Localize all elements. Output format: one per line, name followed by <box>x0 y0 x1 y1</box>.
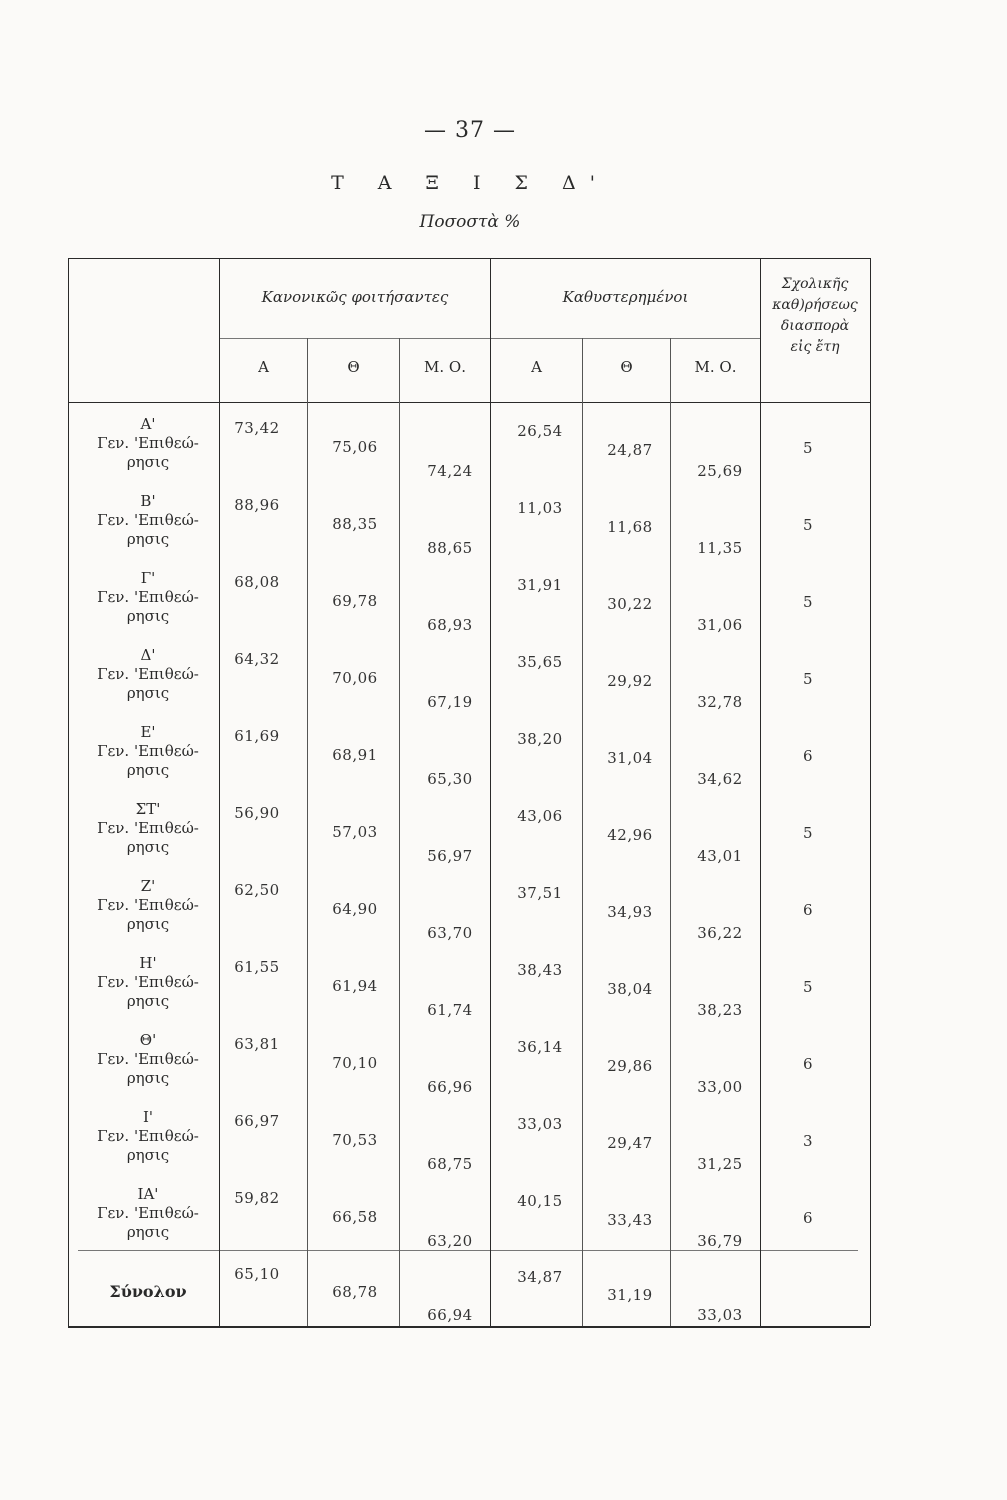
cell-th: 61,94 <box>332 977 378 995</box>
header-bottom-rule <box>68 402 870 403</box>
table-top-rule <box>68 258 870 259</box>
row-label-line: Γεν. 'Επιθεώ- <box>97 1127 199 1145</box>
cell-a2: 43,06 <box>517 807 563 825</box>
col-header-a: Α <box>258 358 269 376</box>
row-label <box>78 1108 218 1165</box>
row-label-line: ρησις <box>126 992 170 1010</box>
cell-a2: 33,03 <box>517 1115 563 1133</box>
row-label <box>78 877 218 934</box>
cell-mo: 63,20 <box>427 1232 473 1250</box>
cell-mo2: 32,78 <box>697 693 743 711</box>
cell-a: 59,82 <box>234 1189 280 1207</box>
row-label-line: Γεν. 'Επιθεώ- <box>97 511 199 529</box>
col-header-mo2: Μ. Ο. <box>694 358 737 376</box>
cell-mo2: 36,79 <box>697 1232 743 1250</box>
col-header-mo: Μ. Ο. <box>424 358 466 376</box>
row-label <box>78 1031 218 1088</box>
col-divider-a <box>307 338 308 1326</box>
cell-a: 63,81 <box>234 1035 280 1053</box>
total-a2: 34,87 <box>517 1268 563 1286</box>
cell-th: 57,03 <box>332 823 378 841</box>
header-school-dispersion: Σχολικῆς καθ)ρήσεως διασπορὰ εἰς ἔτη <box>772 276 858 355</box>
table-right-rule <box>870 258 871 1326</box>
row-label-line: Γεν. 'Επιθεώ- <box>97 665 199 683</box>
cell-th: 64,90 <box>332 900 378 918</box>
cell-school: 6 <box>802 1209 814 1227</box>
cell-th: 70,53 <box>332 1131 378 1149</box>
row-label <box>78 800 218 857</box>
cell-mo: 61,74 <box>427 1001 473 1019</box>
row-label-line: ρησις <box>126 838 170 856</box>
page-number: — 37 — <box>424 118 516 143</box>
row-label-line: ρησις <box>126 684 170 702</box>
col-header-a2: Α <box>531 358 542 376</box>
cell-school: 3 <box>802 1132 814 1150</box>
table-left-rule <box>68 258 69 1326</box>
table-bottom-rule <box>68 1326 870 1328</box>
row-label-line: ρησις <box>126 1069 170 1087</box>
header-regular-attendance: Κανονικῶς φοιτήσαντες <box>261 288 449 306</box>
cell-a2: 37,51 <box>517 884 563 902</box>
row-label-line: Θ' <box>139 1031 157 1049</box>
cell-a2: 11,03 <box>517 499 563 517</box>
cell-mo: 74,24 <box>427 462 473 480</box>
total-a: 65,10 <box>234 1265 280 1283</box>
col-header-th2: Θ <box>620 358 633 376</box>
cell-school: 5 <box>802 978 814 996</box>
cell-school: 6 <box>802 1055 814 1073</box>
cell-mo2: 31,06 <box>697 616 743 634</box>
row-label-line: Α' <box>140 415 156 433</box>
cell-a: 66,97 <box>234 1112 280 1130</box>
cell-th: 69,78 <box>332 592 378 610</box>
cell-school: 5 <box>802 824 814 842</box>
cell-a2: 26,54 <box>517 422 563 440</box>
row-label-line: Γεν. 'Επιθεώ- <box>97 742 199 760</box>
row-label-line: Γεν. 'Επιθεώ- <box>97 1204 199 1222</box>
cell-th2: 33,43 <box>607 1211 653 1229</box>
cell-a: 61,55 <box>234 958 280 976</box>
row-label-line: ρησις <box>126 530 170 548</box>
row-label-line: ρησις <box>126 915 170 933</box>
cell-school: 5 <box>802 516 814 534</box>
cell-mo: 65,30 <box>427 770 473 788</box>
row-label-line: ΣΤ' <box>135 800 161 818</box>
row-label-line: ρησις <box>126 453 170 471</box>
row-label <box>78 492 218 549</box>
col-header-th: Θ <box>347 358 360 376</box>
row-label-line: ρησις <box>126 761 170 779</box>
cell-th2: 29,47 <box>607 1134 653 1152</box>
total-rule <box>78 1250 858 1251</box>
cell-a2: 38,43 <box>517 961 563 979</box>
row-label <box>78 723 218 780</box>
row-label-line: Γεν. 'Επιθεώ- <box>97 434 199 452</box>
cell-mo: 66,96 <box>427 1078 473 1096</box>
cell-th: 88,35 <box>332 515 378 533</box>
cell-th2: 31,04 <box>607 749 653 767</box>
cell-mo: 88,65 <box>427 539 473 557</box>
cell-th: 68,91 <box>332 746 378 764</box>
row-label-line: Γεν. 'Επιθεώ- <box>97 973 199 991</box>
cell-school: 5 <box>802 670 814 688</box>
cell-th: 70,06 <box>332 669 378 687</box>
total-label: Σύνολον <box>109 1282 187 1301</box>
cell-school: 5 <box>802 439 814 457</box>
row-label <box>78 646 218 703</box>
cell-a2: 35,65 <box>517 653 563 671</box>
cell-school: 5 <box>802 593 814 611</box>
row-label-line: ρησις <box>126 1223 170 1241</box>
cell-mo: 63,70 <box>427 924 473 942</box>
cell-th: 75,06 <box>332 438 378 456</box>
cell-th2: 42,96 <box>607 826 653 844</box>
cell-mo2: 25,69 <box>697 462 743 480</box>
row-label-line: Ε' <box>140 723 156 741</box>
row-label-line: Γεν. 'Επιθεώ- <box>97 819 199 837</box>
cell-a2: 31,91 <box>517 576 563 594</box>
cell-th2: 38,04 <box>607 980 653 998</box>
cell-th: 66,58 <box>332 1208 378 1226</box>
cell-th2: 29,92 <box>607 672 653 690</box>
cell-a2: 38,20 <box>517 730 563 748</box>
header-delayed: Καθυστερημένοι <box>562 288 689 306</box>
cell-school: 6 <box>802 747 814 765</box>
row-label-line: Δ' <box>140 646 156 664</box>
cell-a: 68,08 <box>234 573 280 591</box>
page-title: Τ Α Ξ Ι Σ Δ' <box>331 172 609 194</box>
cell-mo2: 31,25 <box>697 1155 743 1173</box>
cell-th2: 29,86 <box>607 1057 653 1075</box>
cell-a: 73,42 <box>234 419 280 437</box>
cell-a2: 40,15 <box>517 1192 563 1210</box>
cell-th: 70,10 <box>332 1054 378 1072</box>
cell-mo: 68,93 <box>427 616 473 634</box>
cell-a: 62,50 <box>234 881 280 899</box>
row-label <box>78 569 218 626</box>
row-label-line: Γεν. 'Επιθεώ- <box>97 896 199 914</box>
cell-a: 61,69 <box>234 727 280 745</box>
cell-mo2: 38,23 <box>697 1001 743 1019</box>
cell-mo2: 43,01 <box>697 847 743 865</box>
cell-mo: 56,97 <box>427 847 473 865</box>
total-th: 68,78 <box>332 1283 378 1301</box>
row-label-line: ΙΑ' <box>137 1185 159 1203</box>
cell-school: 6 <box>802 901 814 919</box>
cell-th2: 11,68 <box>607 518 653 536</box>
cell-mo: 68,75 <box>427 1155 473 1173</box>
row-label <box>78 954 218 1011</box>
row-label-line: Η' <box>139 954 157 972</box>
cell-a2: 36,14 <box>517 1038 563 1056</box>
row-label-line: Γεν. 'Επιθεώ- <box>97 1050 199 1068</box>
row-label-line: ρησις <box>126 1146 170 1164</box>
row-label <box>78 1185 218 1242</box>
page-subtitle: Ποσοστὰ % <box>419 212 521 232</box>
cell-th2: 30,22 <box>607 595 653 613</box>
row-label-line: ρησις <box>126 607 170 625</box>
cell-a: 64,32 <box>234 650 280 668</box>
row-label <box>78 415 218 472</box>
cell-mo2: 36,22 <box>697 924 743 942</box>
row-label-line: Β' <box>140 492 156 510</box>
row-label-line: Ζ' <box>140 877 156 895</box>
row-label-line: Γεν. 'Επιθεώ- <box>97 588 199 606</box>
col-divider-a2 <box>582 338 583 1326</box>
row-label-line: Ι' <box>142 1108 154 1126</box>
cell-mo2: 34,62 <box>697 770 743 788</box>
total-mo: 66,94 <box>427 1306 473 1324</box>
total-mo2: 33,03 <box>697 1306 743 1324</box>
cell-mo2: 33,00 <box>697 1078 743 1096</box>
cell-th2: 34,93 <box>607 903 653 921</box>
cell-mo: 67,19 <box>427 693 473 711</box>
row-label-line: Γ' <box>140 569 156 587</box>
cell-a: 88,96 <box>234 496 280 514</box>
cell-a: 56,90 <box>234 804 280 822</box>
cell-th2: 24,87 <box>607 441 653 459</box>
total-th2: 31,19 <box>607 1286 653 1304</box>
cell-mo2: 11,35 <box>697 539 743 557</box>
